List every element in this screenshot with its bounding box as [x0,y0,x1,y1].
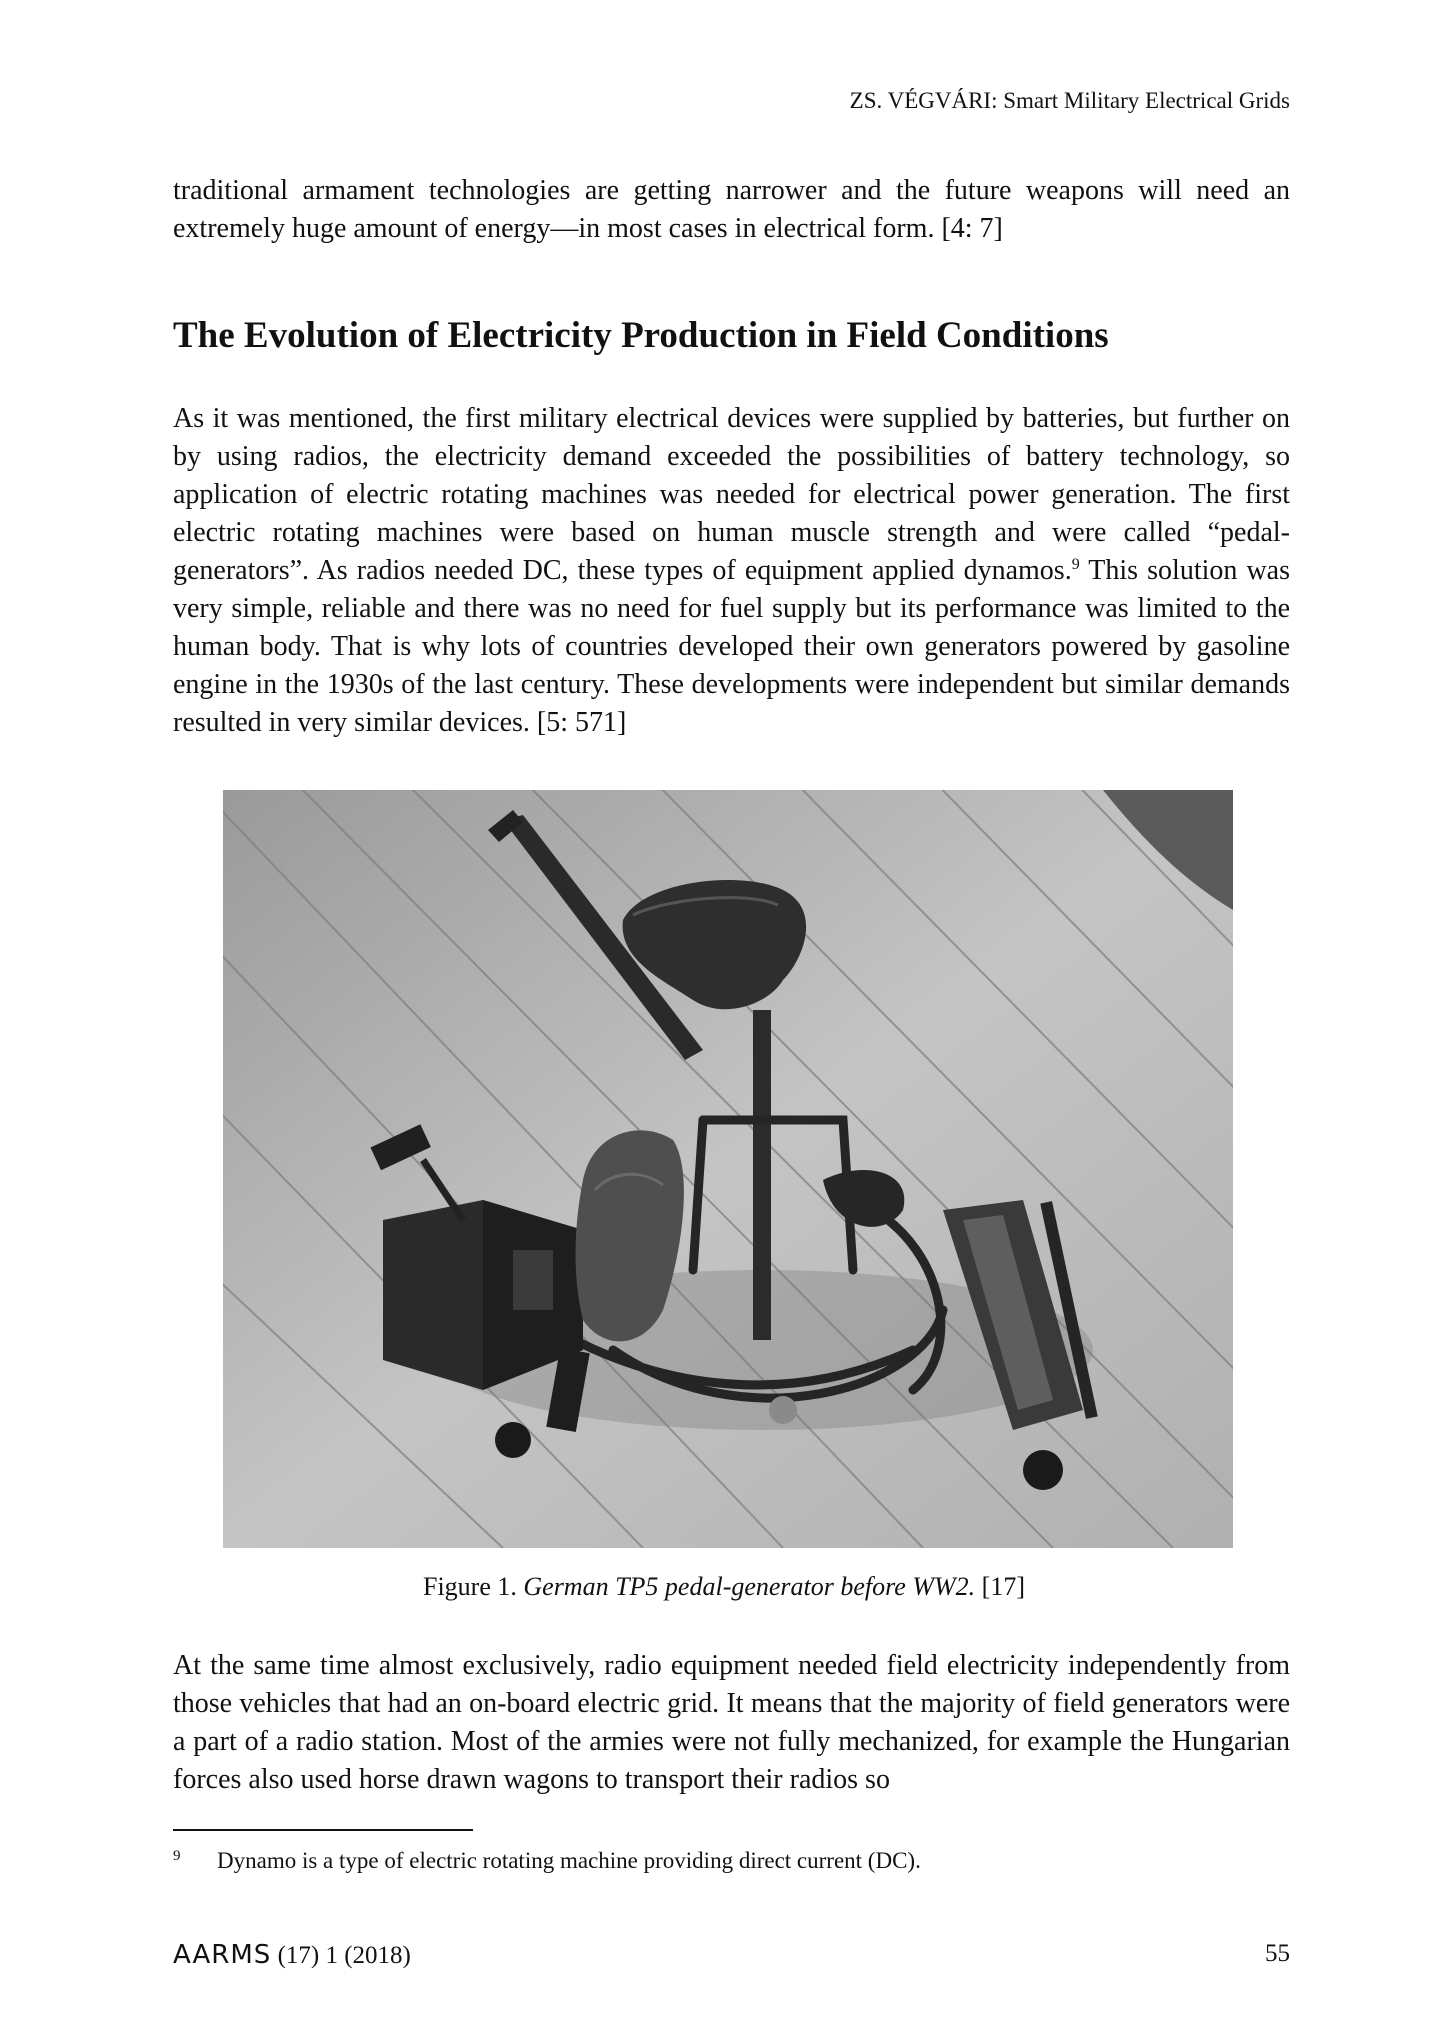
paragraph-text: traditional armament technologies are getting narrower and the future weapons will need an extremely huge amount of energy—in most cases in electrical form. [4: 7] [173,175,1290,244]
figure-title: German TP5 pedal-generator before WW2. [523,1572,976,1601]
footnote-text: Dynamo is a type of electric rotating machine providing direct current (DC). [217,1848,921,1873]
running-header: ZS. VÉGVÁRI: Smart Military Electrical Grids [849,88,1290,113]
footnote [173,1848,921,1874]
body-paragraph-2 [173,400,1290,742]
paragraph-text [173,400,1290,742]
paragraph-text: At the same time almost exclusively, radio equipment needed field electricity independently from those vehicles that had an on-board electric grid. It means that the majority of field generators were a part of a radio station. Most of the armies were not fully mechanized, for example the Hungarian forces also used horse drawn wagons to transport their radios so [173,1650,1290,1795]
footnote-reference[interactable]: 9 [1071,556,1080,573]
footnote-divider [173,1829,473,1831]
body-paragraph-1 [173,172,1290,248]
journal-logo: AARMS [173,1940,272,1970]
pedal-generator-photo [223,790,1233,1548]
journal-issue: (17) 1 (2018) [277,1942,411,1969]
page-number: 55 [1265,1940,1290,1967]
section-heading: The Evolution of Electricity Production in Field Conditions [173,315,1109,356]
body-paragraph-3 [173,1647,1290,1799]
footnote-number: 9 [173,1848,181,1864]
figure-photo-pedal-generator [223,790,1233,1548]
paragraph-text-part: This solution was very simple, reliable and there was no need for fuel supply but its performance was limited to the human body. That is why lots of countries developed their own generators powered by gasoline engine in the 1930s of the last century. These developments were independent but similar demands resulted in very similar devices. [5: 571] [173,555,1290,738]
figure-reference[interactable]: [17] [981,1572,1025,1601]
journal-footer [173,1940,411,1970]
paragraph-text-part: As it was mentioned, the first military electrical devices were supplied by batteries, but further on by using radios, the electricity demand exceeded the possibilities of battery technology, so application of electric rotating machines was needed for electrical power generation. The first electric rotating machines were based on human muscle strength and were called “pedal-generators”. As radios needed DC, these types of equipment applied dynamos. [173,403,1290,586]
figure-label: Figure 1. [422,1572,517,1601]
figure-caption [0,1572,1448,1602]
